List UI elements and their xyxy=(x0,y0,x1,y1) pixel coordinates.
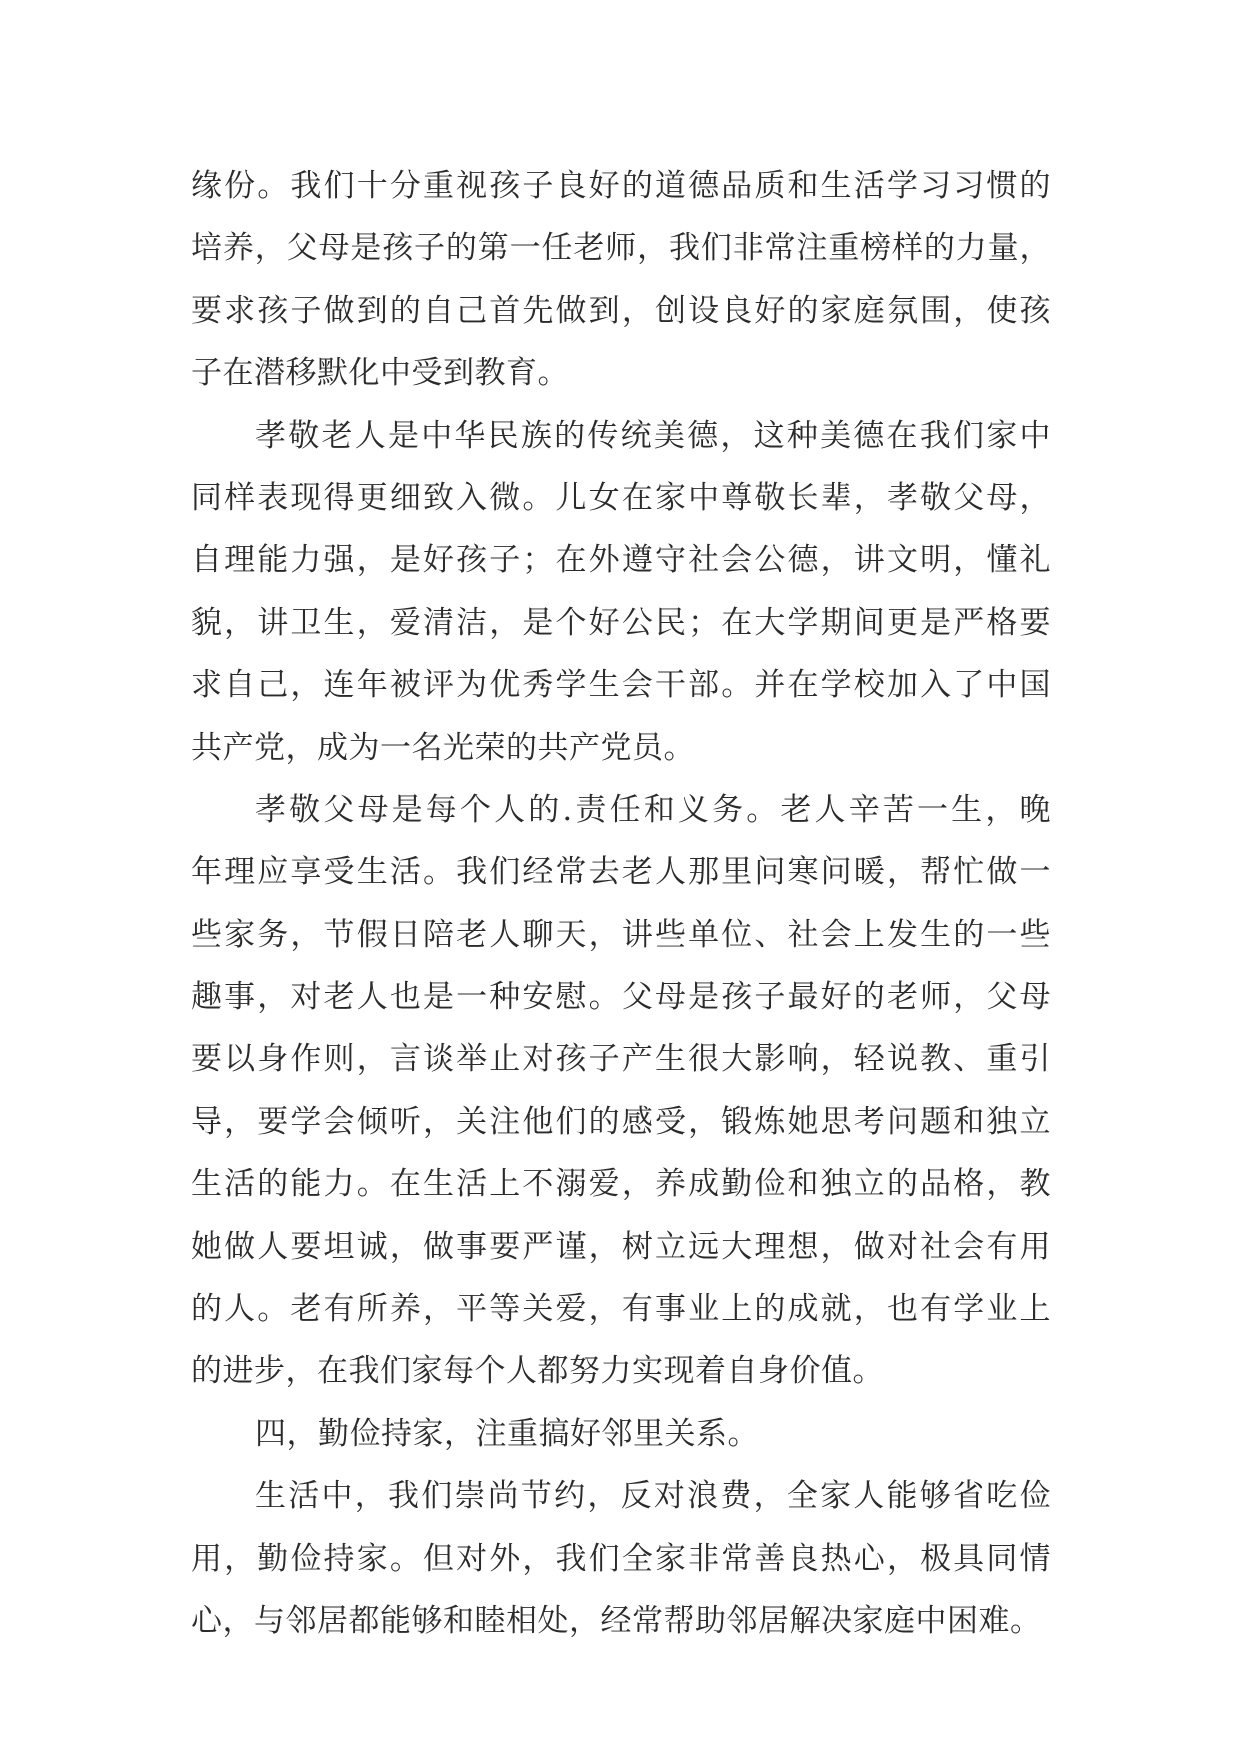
text-line: 共产党，成为一名光荣的共产党员。 xyxy=(191,729,695,766)
text-line: 用，勤俭持家。但对外，我们全家非常善良热心，极具同情 xyxy=(191,1540,1051,1577)
text-line: 的进步，在我们家每个人都努力实现着自身价值。 xyxy=(191,1353,884,1390)
text-line: 培养，父母是孩子的第一任老师，我们非常注重榜样的力量， xyxy=(191,230,1051,267)
text-line: 要以身作则，言谈举止对孩子产生很大影响，轻说教、重引 xyxy=(191,1041,1051,1078)
paragraph-2 xyxy=(191,405,1051,779)
text-line: 导，要学会倾听，关注他们的感受，锻炼她思考问题和独立 xyxy=(191,1103,1051,1140)
text-line: 求自己，连年被评为优秀学生会干部。并在学校加入了中国 xyxy=(191,667,1051,704)
text-line: 的人。老有所养，平等关爱，有事业上的成就，也有学业上 xyxy=(191,1291,1051,1328)
text-line: 貌，讲卫生，爱清洁，是个好公民；在大学期间更是严格要 xyxy=(191,604,1051,641)
text-line: 孝敬父母是每个人的.责任和义务。老人辛苦一生，晚 xyxy=(255,791,1051,828)
text-line: 同样表现得更细致入微。儿女在家中尊敬长辈，孝敬父母， xyxy=(191,479,1051,516)
text-line: 子在潜移默化中受到教育。 xyxy=(191,355,569,392)
paragraph-3 xyxy=(191,779,1051,1403)
text-line: 些家务，节假日陪老人聊天，讲些单位、社会上发生的一些 xyxy=(191,916,1051,953)
paragraph-5 xyxy=(191,1465,1051,1652)
text-line: 她做人要坦诚，做事要严谨，树立远大理想，做对社会有用 xyxy=(191,1228,1051,1265)
section-heading: 四，勤俭持家，注重搞好邻里关系。 xyxy=(255,1415,759,1452)
paragraph-4-heading xyxy=(191,1403,1051,1465)
text-line: 趣事，对老人也是一种安慰。父母是孩子最好的老师，父母 xyxy=(191,979,1051,1016)
text-line: 缘份。我们十分重视孩子良好的道德品质和生活学习习惯的 xyxy=(191,168,1051,204)
text-line: 孝敬老人是中华民族的传统美德，这种美德在我们家中 xyxy=(255,417,1051,454)
text-line: 要求孩子做到的自己首先做到，创设良好的家庭氛围，使孩 xyxy=(191,292,1051,329)
text-line: 生活中，我们崇尚节约，反对浪费，全家人能够省吃俭 xyxy=(255,1478,1051,1515)
text-line: 自理能力强，是好孩子；在外遵守社会公德，讲文明，懂礼 xyxy=(191,542,1051,579)
body-text xyxy=(191,155,1051,1652)
text-line: 生活的能力。在生活上不溺爱，养成勤俭和独立的品格，教 xyxy=(191,1166,1051,1203)
text-line: 年理应享受生活。我们经常去老人那里问寒问暖，帮忙做一 xyxy=(191,854,1051,891)
paragraph-1 xyxy=(191,155,1051,405)
text-line: 心，与邻居都能够和睦相处，经常帮助邻居解决家庭中困难。 xyxy=(191,1602,1042,1639)
